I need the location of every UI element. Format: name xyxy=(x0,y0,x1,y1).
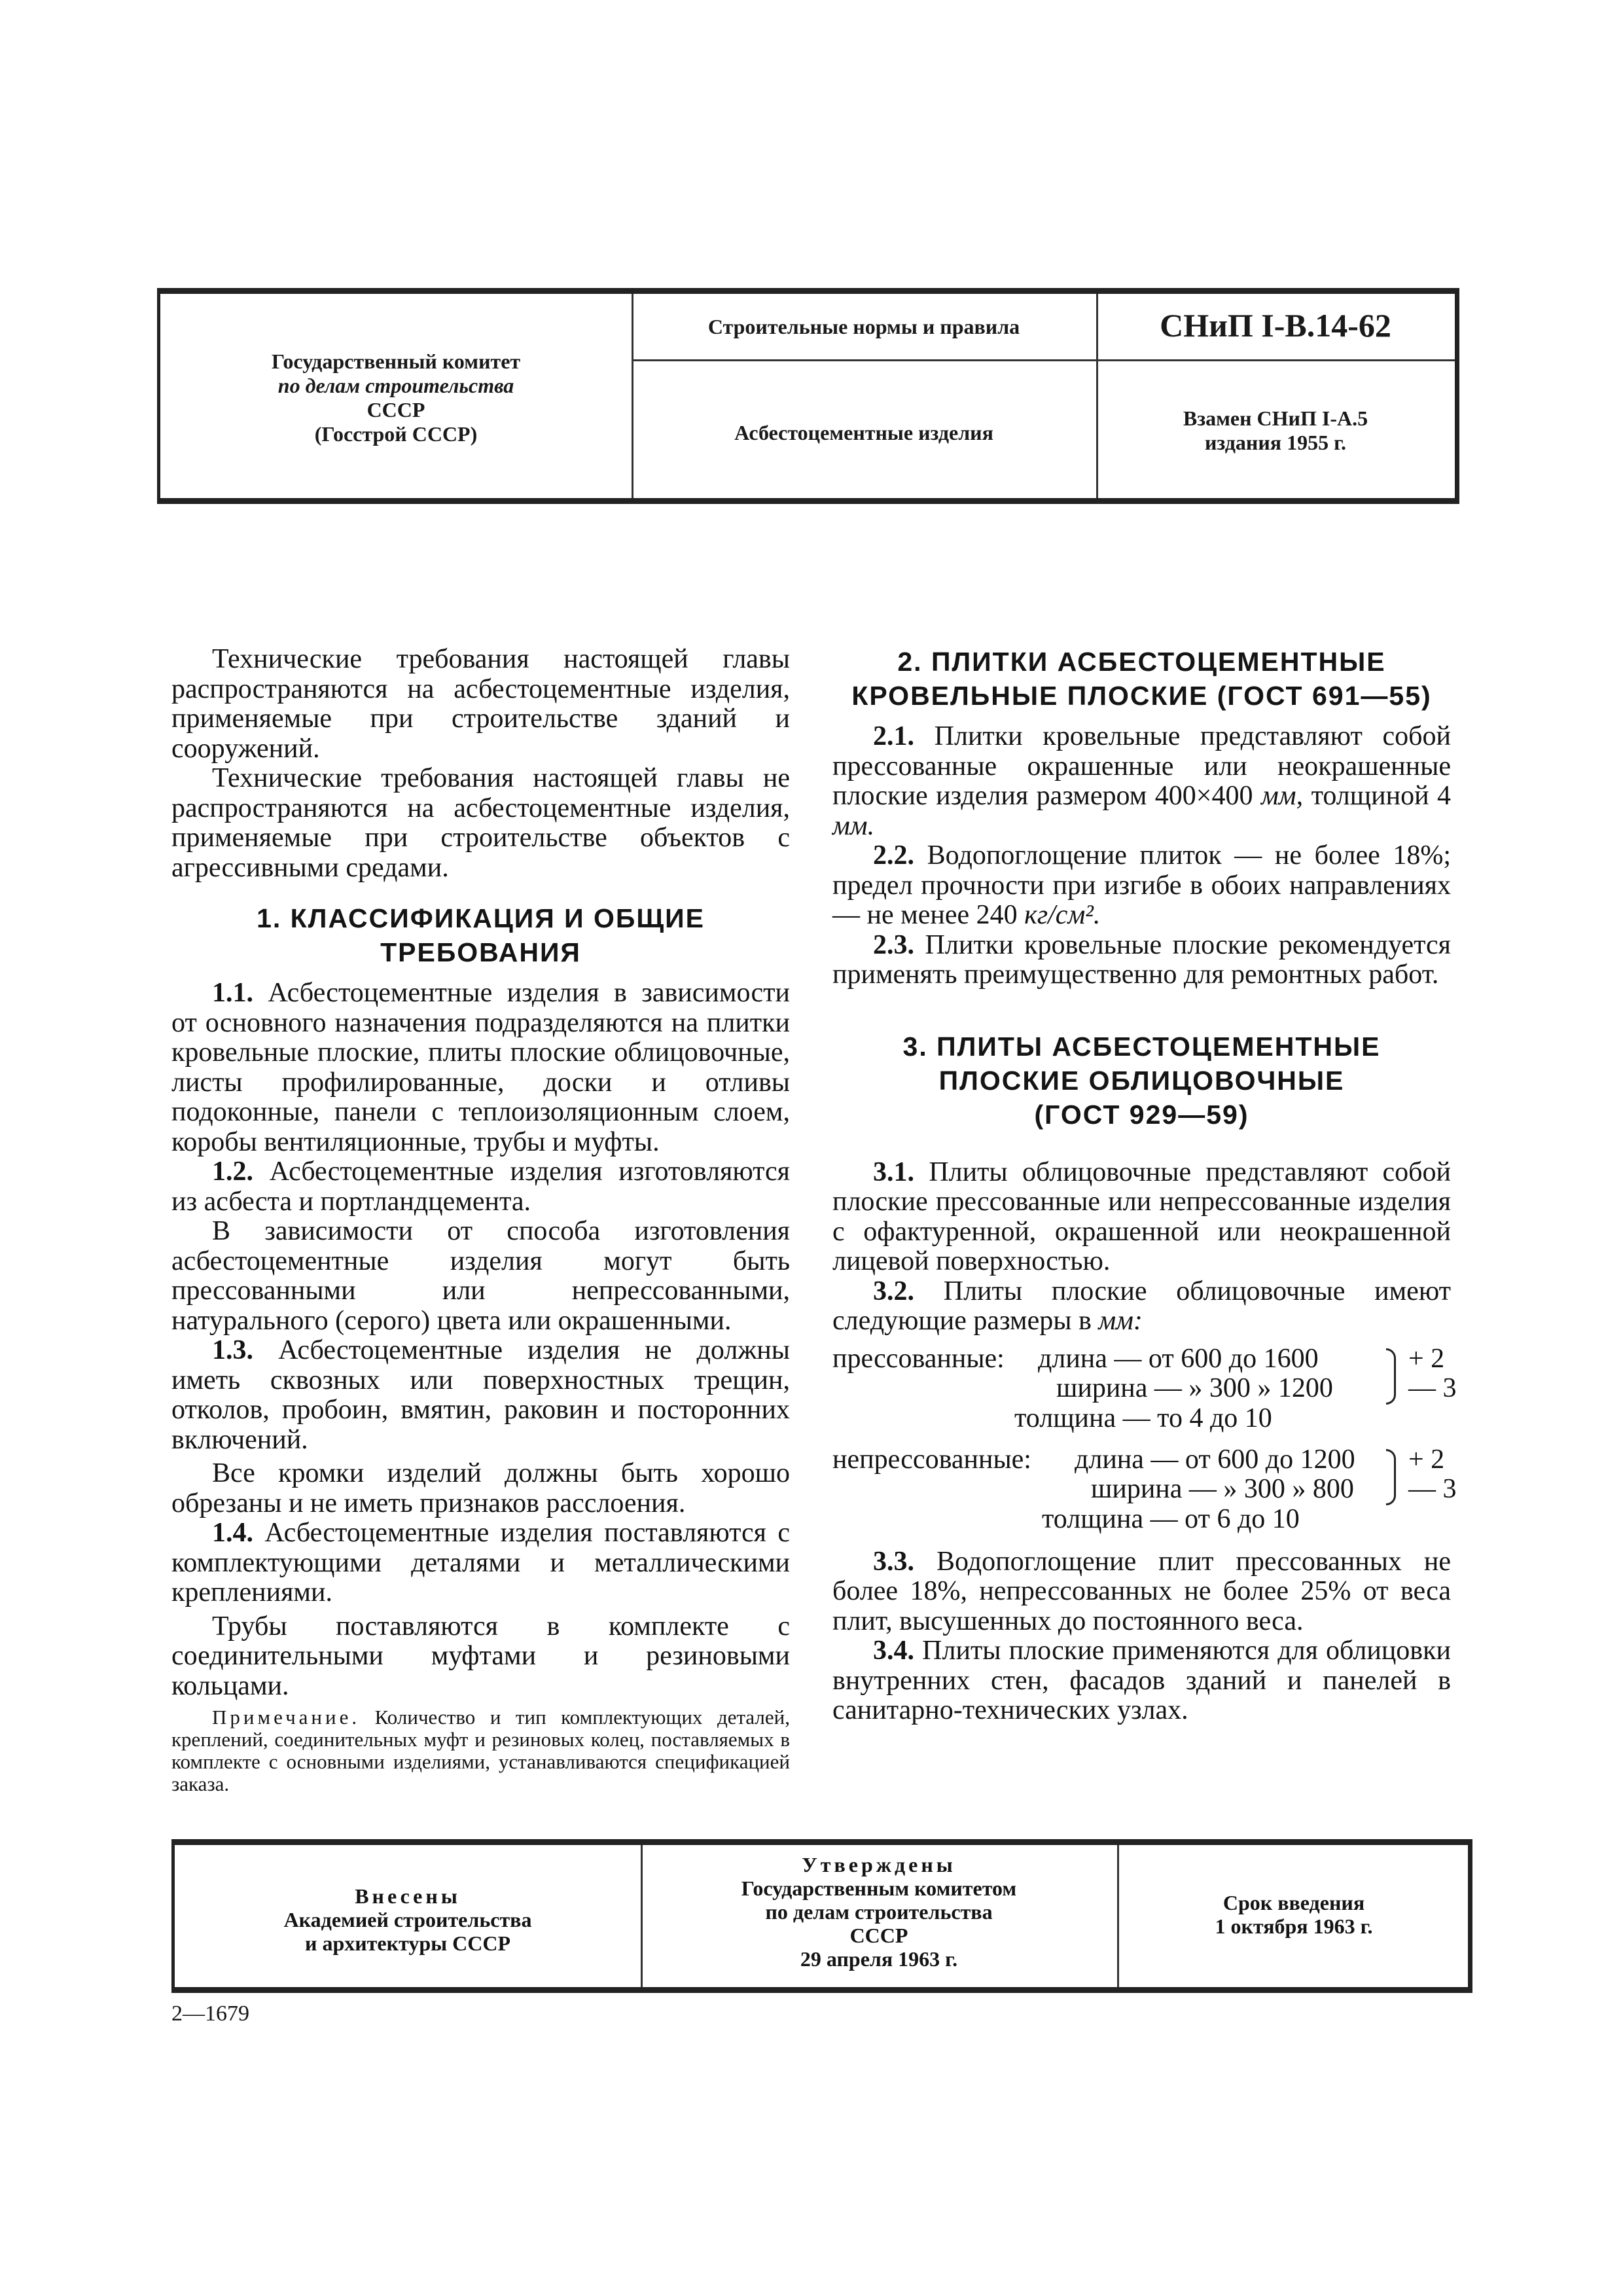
size-thickness: толщина — то 4 до 10 xyxy=(1014,1403,1272,1433)
clause-text: Плиты плоские применяются для облицовки внутренних стен, фасадов зданий и панелей в санитарно-технических узлах. xyxy=(832,1636,1452,1725)
clause-text: Водопоглощение плиток — не более 18%; предел прочности при изгибе в обоих направлениях — не менее 240 xyxy=(832,840,1452,930)
tolerance-minus: — 3 xyxy=(1408,1474,1457,1504)
section-1-heading-line: ТРЕБОВАНИЯ xyxy=(380,937,581,967)
clause-text: Асбестоцементные изделия не должны иметь сквозных или поверхностных трещин, отколов, пробоин, вмятин, раковин и посторонних включений. xyxy=(171,1335,790,1455)
left-column xyxy=(171,645,790,1795)
unit: мм. xyxy=(832,810,875,841)
footer-box xyxy=(171,1839,1472,1993)
introduced-line: и архитектуры СССР xyxy=(305,1931,510,1955)
tolerance-plus: + 2 xyxy=(1408,1343,1445,1374)
series-title: Строительные нормы и правила xyxy=(707,315,1020,338)
clause-text: Асбестоцементные изделия изготовляются из асбеста и портландцемента. xyxy=(171,1157,790,1217)
note xyxy=(171,1706,790,1795)
size-label: непрессованные: xyxy=(832,1444,1031,1475)
clause-1-4-b: Трубы поставляются в комплекте с соединительными муфтами и резиновыми кольцами. xyxy=(171,1611,790,1701)
committee-name xyxy=(160,350,632,446)
effective-line: Срок введения xyxy=(1222,1891,1365,1914)
approved-line: СССР xyxy=(849,1924,908,1947)
section-1-heading xyxy=(171,901,790,969)
right-column xyxy=(832,645,1457,1726)
sizes-pressed xyxy=(832,1343,1457,1443)
clause-1-4 xyxy=(171,1518,790,1608)
unit: мм: xyxy=(1098,1306,1143,1336)
clause-2-2 xyxy=(832,841,1451,931)
clause-1-1 xyxy=(171,978,790,1157)
clause-1-3-b: Все кромки изделий должны быть хорошо обрезаны и не иметь признаков расслоения. xyxy=(171,1458,790,1518)
section-1-heading-line: 1. КЛАССИФИКАЦИЯ И ОБЩИЕ xyxy=(257,903,705,933)
tolerance-brace xyxy=(1386,1348,1396,1405)
replaces-line: издания 1955 г. xyxy=(1204,431,1346,454)
clause-text: Водопоглощение плит прессованных не более 18%, непрессованных не более 25% от веса плит, высушенных до постоянного веса. xyxy=(832,1546,1452,1636)
clause-text: Асбестоцементные изделия в зависимости от основного назначения подразделяются на плитки кровельные плоские, плиты плоские облицовочные, листы профилированные, доски и отливы подоконные, панели с теплоизоляционным слоем, коробы вентиляционные, трубы и муфты. xyxy=(171,978,790,1157)
size-row xyxy=(832,1474,1457,1505)
approved-line: Государственным комитетом xyxy=(741,1876,1017,1900)
size-row xyxy=(832,1344,1451,1374)
document-code: СНиП I-В.14-62 xyxy=(1160,307,1391,344)
replaces-line: Взамен СНиП I-А.5 xyxy=(1183,406,1368,430)
clause-1-2 xyxy=(171,1157,790,1217)
note-label: Примечание. xyxy=(212,1706,361,1729)
unit: мм, xyxy=(1260,781,1304,811)
replaces-note xyxy=(1096,406,1455,455)
clause-1-2-b: В зависимости от способа изготовления асбестоцементные изделия могут быть прессованными или непрессованными, натурального (серого) цвета или окрашенными. xyxy=(171,1216,790,1336)
size-width: ширина — » 300 » 1200 xyxy=(1056,1373,1333,1403)
clause-number: 3.4. xyxy=(873,1636,914,1666)
clause-text: Плиты плоские облицовочные имеют следующие размеры в xyxy=(832,1276,1452,1336)
committee-line: Государственный комитет xyxy=(271,350,521,373)
clause-number: 1.1. xyxy=(212,978,253,1008)
header-box xyxy=(157,288,1459,504)
print-mark: 2—1679 xyxy=(171,2001,249,2026)
size-row xyxy=(832,1373,1457,1404)
approved-label: Утверждены xyxy=(802,1853,956,1876)
committee-line: (Госстрой СССР) xyxy=(314,422,478,446)
clause-text: Плитки кровельные плоские рекомендуется применять преимущественно для ремонтных работ. xyxy=(832,929,1452,990)
clause-3-1 xyxy=(832,1158,1451,1277)
unit: кг/см². xyxy=(1024,900,1101,930)
header-row-divider xyxy=(632,359,1455,361)
clause-text: Асбестоцементные изделия поставляются с комплектующими деталями и металлическими креплениями. xyxy=(171,1518,791,1607)
clause-2-1 xyxy=(832,722,1451,841)
committee-line: СССР xyxy=(366,398,425,422)
size-row xyxy=(832,1445,1451,1475)
approved-by xyxy=(641,1853,1117,1971)
section-3-heading-line: (ГОСТ 929—59) xyxy=(1034,1099,1249,1130)
section-3-heading xyxy=(832,1030,1451,1132)
effective-date xyxy=(1117,1891,1471,1938)
clause-number: 1.2. xyxy=(212,1157,253,1187)
section-2-heading-line: 2. ПЛИТКИ АСБЕСТОЦЕМЕНТНЫЕ xyxy=(897,647,1386,677)
tolerance-minus: — 3 xyxy=(1408,1373,1457,1403)
clause-number: 2.1. xyxy=(873,721,914,751)
section-2-heading-line: КРОВЕЛЬНЫЕ ПЛОСКИЕ (ГОСТ 691—55) xyxy=(851,681,1432,711)
approved-line: по делам строительства xyxy=(765,1900,993,1924)
clause-number: 2.3. xyxy=(873,929,914,960)
clause-number: 2.2. xyxy=(873,840,914,870)
effective-line: 1 октября 1963 г. xyxy=(1215,1914,1373,1938)
introduced-label: Внесены xyxy=(355,1884,461,1908)
introduced-by xyxy=(175,1884,641,1955)
clause-3-4 xyxy=(832,1636,1451,1726)
approved-date: 29 апреля 1963 г. xyxy=(800,1947,958,1971)
clause-3-3 xyxy=(832,1547,1451,1637)
clause-text: толщиной 4 xyxy=(1311,781,1452,811)
intro-paragraph-2: Технические требования настоящей главы не распространяются на асбестоцементные изделия, применяемые при строительстве объектов с агрессивными средами. xyxy=(171,763,790,883)
introduced-line: Академией строительства xyxy=(283,1908,532,1931)
clause-number: 1.4. xyxy=(212,1518,253,1548)
clause-3-2 xyxy=(832,1277,1451,1336)
committee-line: по делам строительства xyxy=(277,374,514,397)
clause-text: Плиты облицовочные представляют собой плоские прессованные или непрессованные изделия с офактуренной, окрашенной или неокрашенной лицевой поверхностью. xyxy=(832,1157,1452,1276)
size-width: ширина — » 300 » 800 xyxy=(1091,1474,1354,1504)
clause-number: 1.3. xyxy=(212,1335,253,1365)
size-label: прессованные: xyxy=(832,1343,1005,1374)
section-2-heading xyxy=(832,645,1451,713)
note-text: Количество и тип комплектующих деталей, креплений, соединительных муфт и резиновых колец, поставляемых в комплекте с основными изделиями, устанавливаются спецификацией заказа. xyxy=(171,1706,790,1795)
clause-number: 3.3. xyxy=(873,1546,914,1577)
tolerance-plus: + 2 xyxy=(1408,1444,1445,1475)
clause-number: 3.1. xyxy=(873,1157,914,1187)
document-subject: Асбестоцементные изделия xyxy=(734,421,993,444)
intro-paragraph-1: Технические требования настоящей главы распространяются на асбестоцементные изделия, применяемые при строительстве зданий и сооружений. xyxy=(171,644,790,764)
clause-1-3 xyxy=(171,1336,790,1455)
size-thickness: толщина — от 6 до 10 xyxy=(1042,1503,1300,1534)
section-3-heading-line: ПЛОСКИЕ ОБЛИЦОВОЧНЫЕ xyxy=(938,1065,1345,1096)
clause-2-3 xyxy=(832,931,1451,990)
size-length: длина — от 600 до 1200 xyxy=(1075,1444,1355,1475)
clause-text: Плитки кровельные представляют собой прессованные окрашенные или неокрашенные плоские изделия размером 400×400 xyxy=(832,721,1452,811)
section-3-heading-line: 3. ПЛИТЫ АСБЕСТОЦЕМЕНТНЫЕ xyxy=(902,1031,1381,1062)
size-length: длина — от 600 до 1600 xyxy=(1038,1343,1319,1374)
tolerance-brace xyxy=(1386,1449,1396,1505)
sizes-unpressed xyxy=(832,1444,1457,1543)
clause-number: 3.2. xyxy=(873,1276,914,1306)
size-row xyxy=(832,1404,1451,1434)
size-row xyxy=(832,1505,1451,1535)
